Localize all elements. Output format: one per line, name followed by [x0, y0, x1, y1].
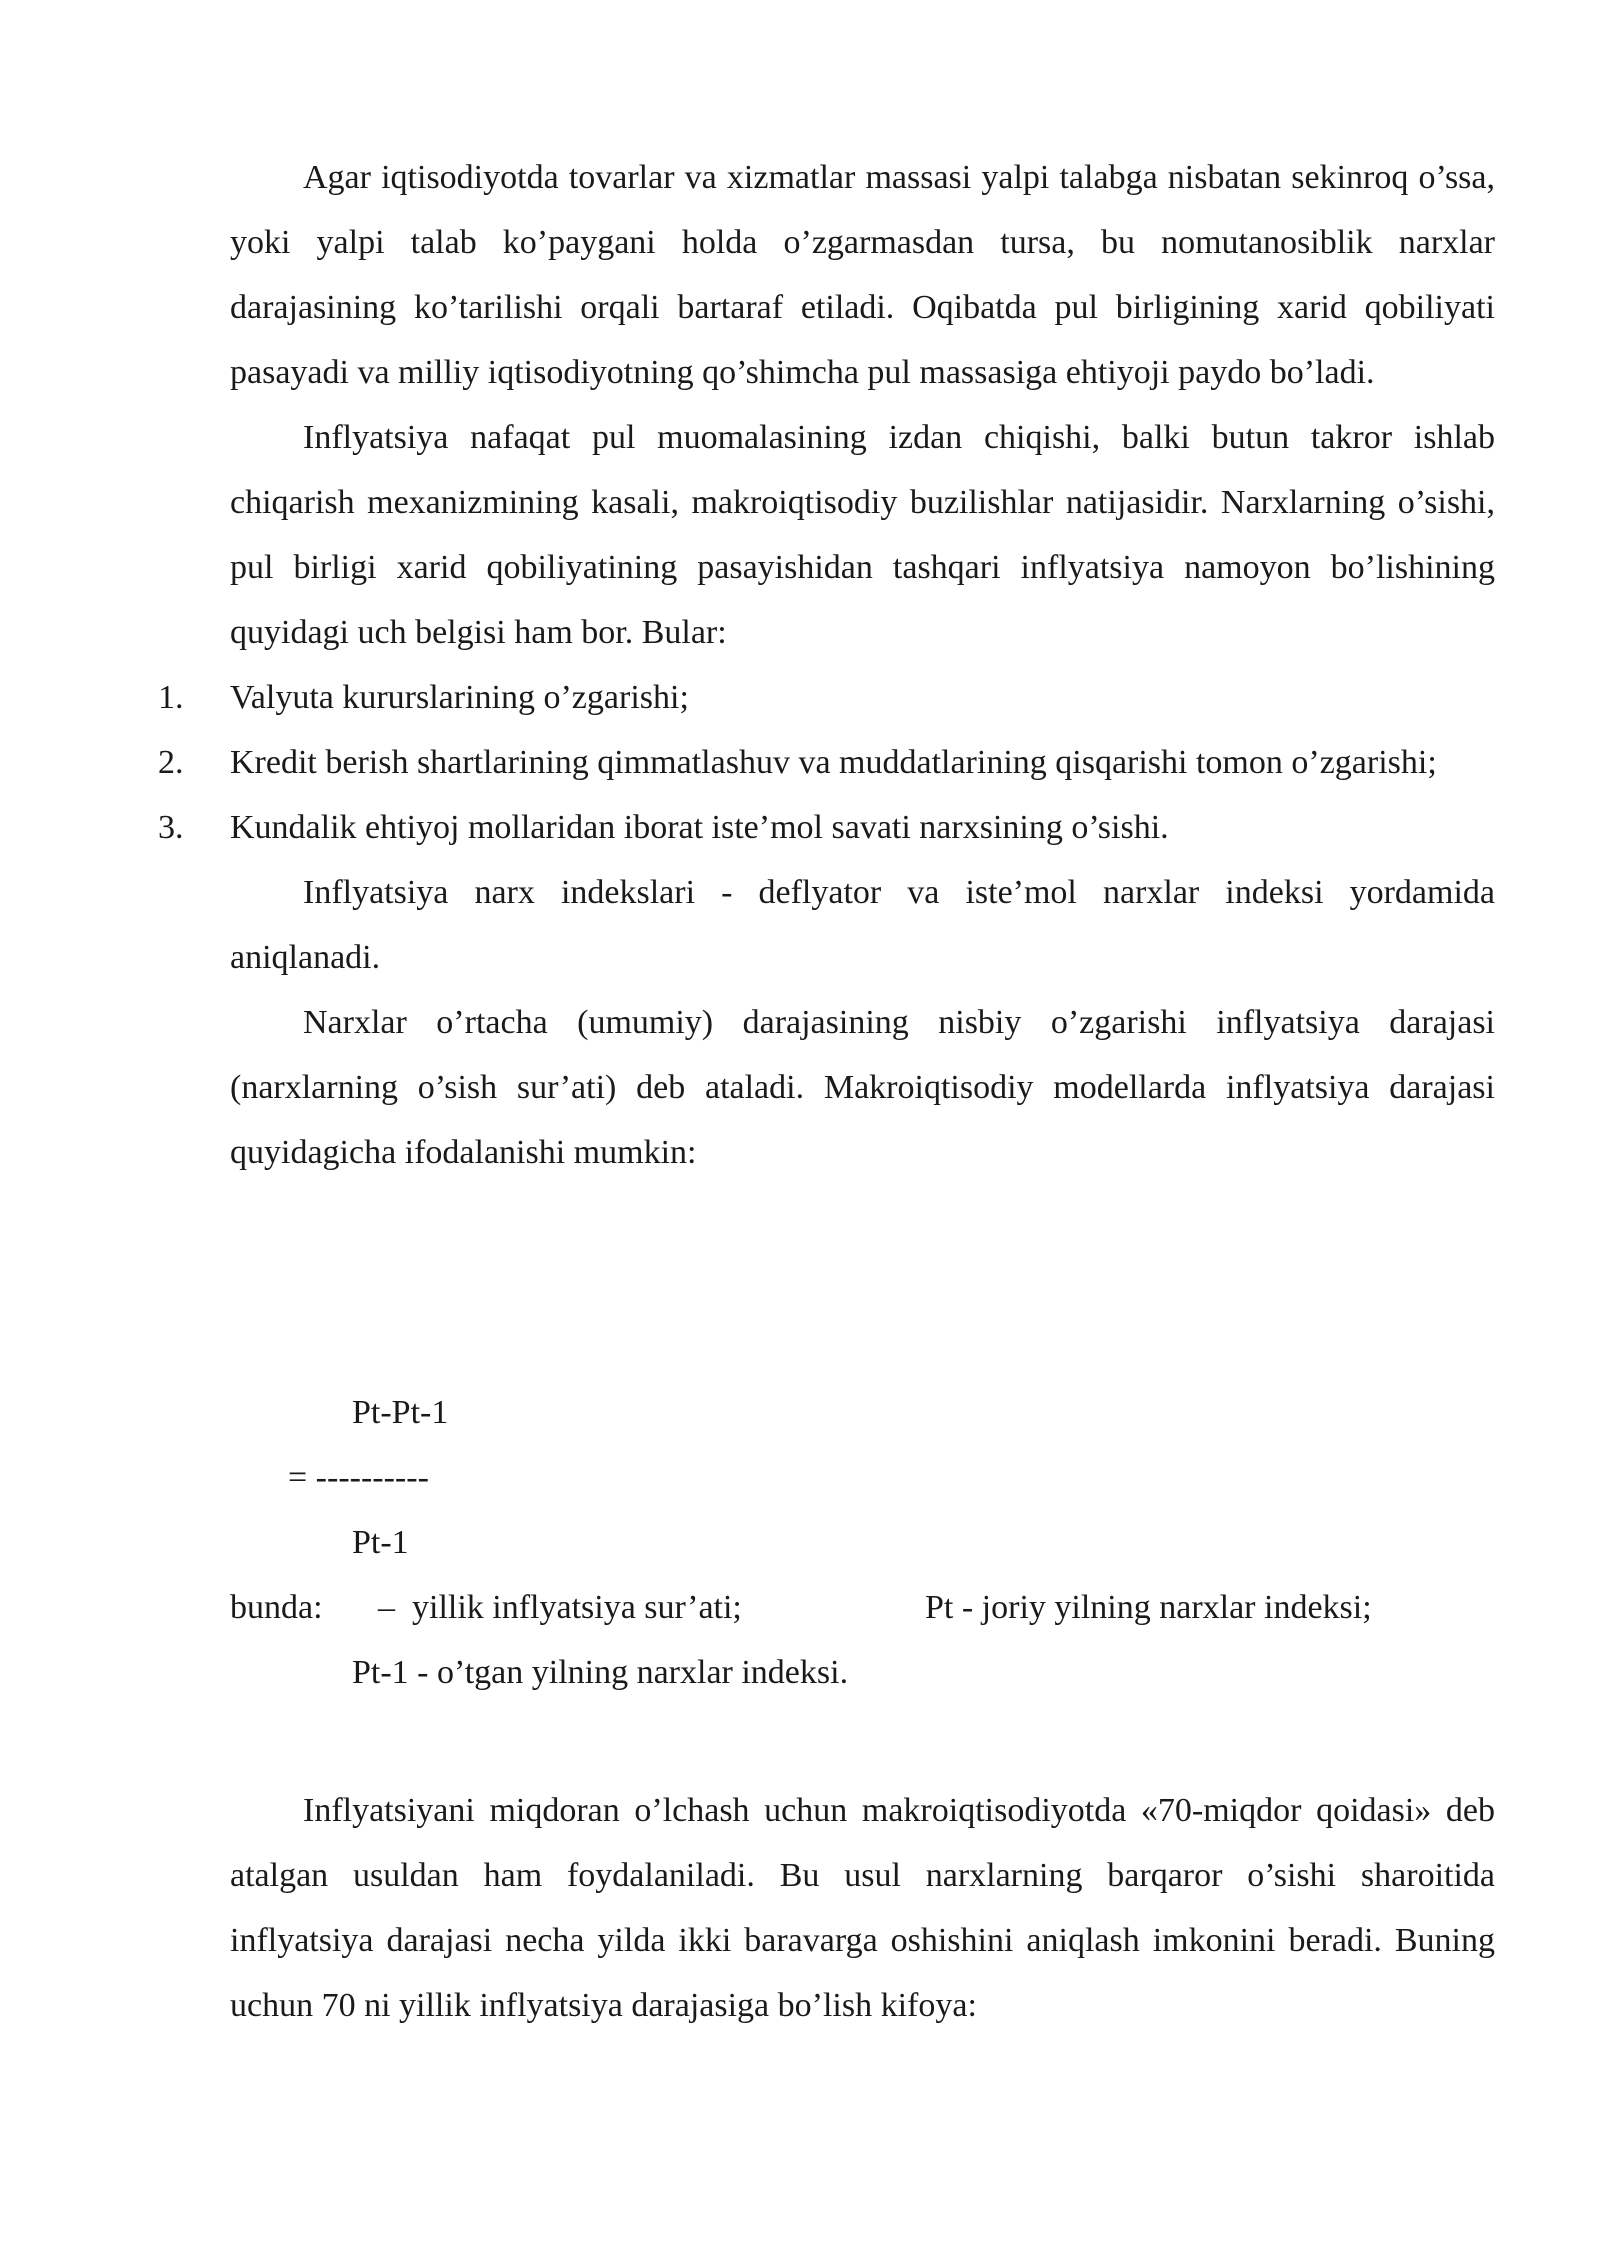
main-text-block: [158, 145, 1495, 1185]
paragraph-price-indices: Inflyatsiya narx indekslari - deflyator va iste’mol narxlar indeksi yordamida aniqlanadi.: [230, 874, 1495, 976]
legend-rate-item: – yillik inflyatsiya sur’ati;: [378, 1589, 742, 1626]
list-item-number: 1.: [158, 679, 184, 716]
legend-pt1-item: Pt-1 - o’tgan yilning narxlar indeksi.: [352, 1654, 849, 1691]
list-item-number: 3.: [158, 809, 184, 846]
paragraph-inflation-rate: Narxlar o’rtacha (umumiy) darajasining nisbiy o’zgarishi inflyatsiya darajasi (narxlarning o’sish sur’ati) deb ataladi. Makroiqtisodiy modellarda inflyatsiya darajasi quyidagicha ifodalanishi mumkin:: [230, 1004, 1495, 1171]
list-item: [158, 730, 1495, 795]
list-item: [158, 665, 1495, 730]
paragraph-inflation-definition: Inflyatsiya nafaqat pul muomalasining izdan chiqishi, balki butun takror ishlab chiqarish mexanizmining kasali, makroiqtisodiy buzilishlar natijasidir. Narxlarning o’sishi, pul birligi xarid qobiliyatining pasayishidan tashqari inflyatsiya namoyon bo’lishining quyidagi uch belgisi ham bor. Bular:: [230, 419, 1495, 651]
formula-fraction-line: = ----------: [288, 1459, 429, 1496]
list-item-text: Kundalik ehtiyoj mollaridan iborat iste’mol savati narxsining o’sishi.: [230, 809, 1169, 846]
closing-text-block: [230, 1778, 1495, 2038]
paragraph-inflation-cause: Agar iqtisodiyotda tovarlar va xizmatlar massasi yalpi talabga nisbatan sekinroq o’ssa, yoki yalpi talab ko’paygani holda o’zgarmasdan tursa, bu nomutanosiblik narxlar darajasining ko’tarilishi orqali bartaraf etiladi. Oqibatda pul birligining xarid qobiliyati pasayadi va milliy iqtisodiyotning qo’shimcha pul massasiga ehtiyoji paydo bo’ladi.: [230, 159, 1495, 391]
formula-numerator: Pt-Pt-1: [352, 1394, 449, 1431]
legend-pt-item: Pt - joriy yilning narxlar indeksi;: [925, 1589, 1372, 1626]
list-item: [158, 795, 1495, 860]
paragraph-rule-of-70: Inflyatsiyani miqdoran o’lchash uchun makroiqtisodiyotda «70-miqdor qoidasi» deb atalgan usuldan ham foydalaniladi. Bu usul narxlarning barqaror o’sishi sharoitida inflyatsiya darajasi necha yilda ikki baravarga oshishini aniqlash imkonini beradi. Buning uchun 70 ni yillik inflyatsiya darajasiga bo’lish kifoya:: [230, 1792, 1495, 2024]
list-item-text: Kredit berish shartlarining qimmatlashuv va muddatlarining qisqarishi tomon o’zgarishi;: [230, 744, 1437, 781]
formula-denominator: Pt-1: [352, 1524, 409, 1561]
list-item-text: Valyuta kururslarining o’zgarishi;: [230, 679, 689, 716]
inflation-signs-list: [158, 665, 1495, 860]
legend-bunda-label: bunda:: [230, 1589, 323, 1626]
list-item-number: 2.: [158, 744, 184, 781]
